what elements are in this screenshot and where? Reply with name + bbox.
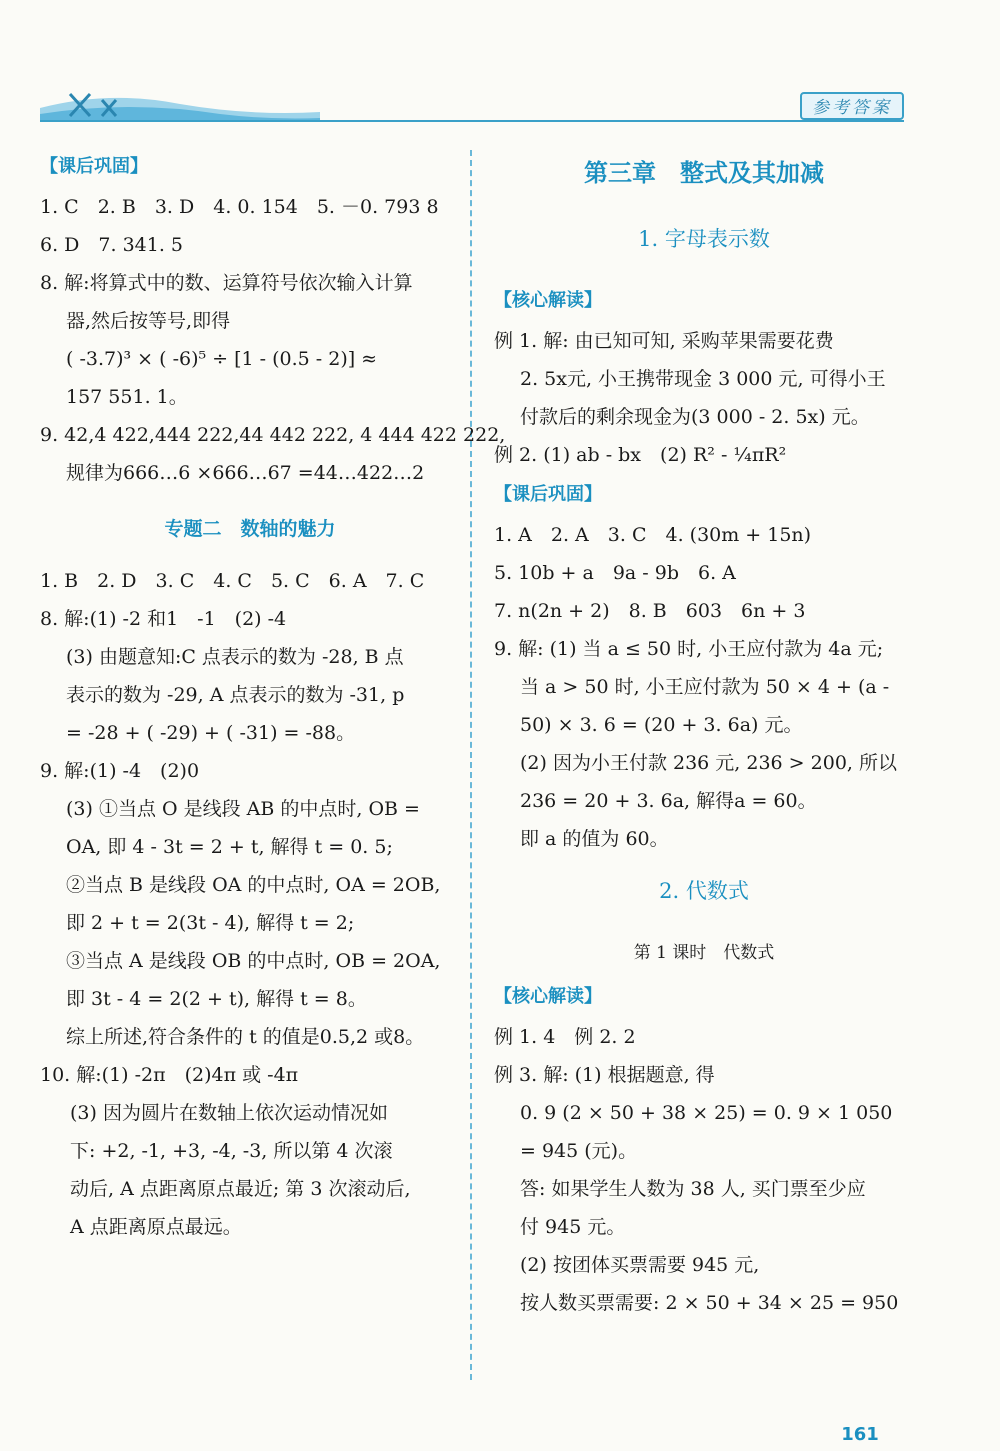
right-line-ind: 0. 9 (2 × 50 + 38 × 25) = 0. 9 × 1 050 xyxy=(520,1102,893,1124)
left-line-line: 8. 解:(1) -2 和1 -1 (2) -4 xyxy=(40,608,287,630)
left-column xyxy=(40,146,506,1246)
right-line-chapter: 第三章 整式及其加减 xyxy=(584,159,824,187)
left-line-ind: 表示的数为 -29, A 点表示的数为 -31, p xyxy=(66,684,405,706)
left-line-line: 10. 解:(1) -2π (2)4π 或 -4π xyxy=(40,1064,299,1086)
right-line-lesson: 2. 代数式 xyxy=(659,879,749,903)
right-line-line: 1. A 2. A 3. C 4. (30m + 15n) xyxy=(494,524,812,546)
right-line-line: 5. 10b + a 9a - 9b 6. A xyxy=(494,562,736,584)
left-line-topic: 专题二 数轴的魅力 xyxy=(164,518,336,540)
right-line-ind: 付款后的剩余现金为(3 000 - 2. 5x) 元。 xyxy=(520,406,870,428)
right-line-sec: 【核心解读】 xyxy=(494,986,602,1007)
left-line-sec: 【课后巩固】 xyxy=(40,156,148,177)
right-line-ind: 当 a > 50 时, 小王应付款为 50 × 4 + (a - xyxy=(520,676,890,698)
right-line-lesson: 1. 字母表示数 xyxy=(638,227,770,251)
right-line-ind: 答: 如果学生人数为 38 人, 买门票至少应 xyxy=(520,1178,866,1200)
left-line-line: 6. D 7. 341. 5 xyxy=(40,234,184,256)
right-line-ind: 2. 5x元, 小王携带现金 3 000 元, 可得小王 xyxy=(520,368,886,390)
right-line-sec: 【课后巩固】 xyxy=(494,484,602,505)
right-line-line: 例 2. (1) ab - bx (2) R² - ¼πR² xyxy=(494,444,787,466)
right-line-sub: 第 1 课时 代数式 xyxy=(633,943,775,963)
right-line-ind: 付 945 元。 xyxy=(520,1216,626,1238)
windmill-logo-icon xyxy=(40,90,320,122)
left-line-ind: = -28 + ( -29) + ( -31) = -88。 xyxy=(66,722,356,744)
right-line-line: 例 3. 解: (1) 根据题意, 得 xyxy=(494,1064,715,1086)
left-line-ind2: A 点距离原点最远。 xyxy=(70,1216,242,1238)
right-line-line: 例 1. 解: 由已知可知, 采购苹果需要花费 xyxy=(494,330,834,352)
left-line-ind: 规律为666…6 ×666…67 =44…422…2 xyxy=(66,462,425,484)
page-header xyxy=(0,0,1000,130)
left-line-ind: (3) 由题意知:C 点表示的数为 -28, B 点 xyxy=(66,646,404,668)
left-line-line: 9. 解:(1) -4 (2)0 xyxy=(40,760,200,782)
right-line-ind: 按人数买票需要: 2 × 50 + 34 × 25 = 950 xyxy=(520,1292,899,1314)
left-line-ind: 即 3t - 4 = 2(2 + t), 解得 t = 8。 xyxy=(66,988,367,1010)
right-line-line: 9. 解: (1) 当 a ≤ 50 时, 小王应付款为 4a 元; xyxy=(494,638,884,660)
left-line-ind: ③当点 A 是线段 OB 的中点时, OB = 2OA, xyxy=(66,950,441,972)
right-line-ind: = 945 (元)。 xyxy=(520,1140,638,1162)
page-number: 161 xyxy=(841,1424,879,1445)
right-line-ind: 即 a 的值为 60。 xyxy=(520,828,669,850)
right-line-line: 例 1. 4 例 2. 2 xyxy=(494,1026,636,1048)
left-line-line: 8. 解:将算式中的数、运算符号依次输入计算 xyxy=(40,272,413,294)
header-tag: 参考答案 xyxy=(800,92,904,120)
column-divider xyxy=(470,150,472,1380)
left-line-ind: (3) ①当点 O 是线段 AB 的中点时, OB = xyxy=(66,798,420,820)
left-line-ind: OA, 即 4 - 3t = 2 + t, 解得 t = 0. 5; xyxy=(66,836,393,858)
right-line-ind: (2) 因为小王付款 236 元, 236 > 200, 所以 xyxy=(520,752,897,774)
right-line-ind: 50) × 3. 6 = (20 + 3. 6a) 元。 xyxy=(520,714,803,736)
left-line-ind: 综上所述,符合条件的 t 的值是0.5,2 或8。 xyxy=(66,1026,425,1048)
left-line-ind: 即 2 + t = 2(3t - 4), 解得 t = 2; xyxy=(66,912,355,934)
left-line-ind: 157 551. 1。 xyxy=(66,386,188,408)
right-line-ind: 236 = 20 + 3. 6a, 解得a = 60。 xyxy=(520,790,817,812)
right-line-ind: (2) 按团体买票需要 945 元, xyxy=(520,1254,760,1276)
left-line-ind: 器,然后按等号,即得 xyxy=(66,310,231,332)
left-line-ind2: 动后, A 点距离原点最近; 第 3 次滚动后, xyxy=(70,1178,411,1200)
left-line-ind2: 下: +2, -1, +3, -4, -3, 所以第 4 次滚 xyxy=(70,1140,393,1162)
left-line-line: 1. B 2. D 3. C 4. C 5. C 6. A 7. C xyxy=(40,570,425,592)
left-line-line: 1. C 2. B 3. D 4. 0. 154 5. －0. 793 8 xyxy=(40,196,439,218)
header-rule xyxy=(40,120,904,122)
left-line-line: 9. 42,4 422,444 222,44 442 222, 4 444 422 222, xyxy=(40,424,506,446)
right-line-sec: 【核心解读】 xyxy=(494,290,602,311)
left-line-ind2: (3) 因为圆片在数轴上依次运动情况如 xyxy=(70,1102,388,1124)
right-line-line: 7. n(2n + 2) 8. B 603 6n + 3 xyxy=(494,600,806,622)
right-column xyxy=(494,150,914,1322)
left-line-ind: ②当点 B 是线段 OA 的中点时, OA = 2OB, xyxy=(66,874,441,896)
left-line-ind: ( -3.7)³ × ( -6)⁵ ÷ [1 - (0.5 - 2)] ≈ xyxy=(66,348,378,370)
